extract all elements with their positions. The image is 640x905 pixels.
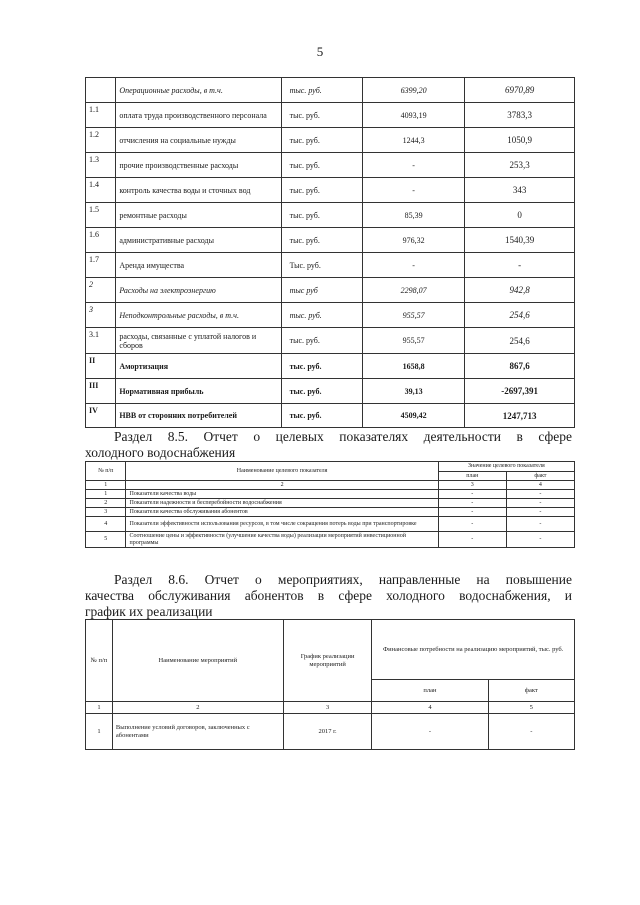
row-name: Нормативная прибыль <box>116 379 281 404</box>
row-fact-value: - <box>506 532 574 548</box>
row-fact-value: 1540,39 <box>465 228 575 253</box>
row-unit: тыс. руб. <box>281 103 362 128</box>
row-fact-value: -2697,391 <box>465 379 575 404</box>
row-unit: тыс. руб. <box>281 78 362 103</box>
row-number: 2 <box>86 499 126 508</box>
row-measure-name: Выполнение условий договоров, заключенных с абонентами <box>112 714 283 750</box>
row-name: прочие производственные расходы <box>116 153 281 178</box>
row-number: 2 <box>86 278 116 303</box>
row-unit: тыс. руб. <box>281 354 362 379</box>
table-row <box>86 128 575 153</box>
row-fact-value: 343 <box>465 178 575 203</box>
row-number: 1.2 <box>86 128 116 153</box>
row-number: 1 <box>86 490 126 499</box>
column-number: 5 <box>488 702 574 714</box>
row-name: Расходы на электроэнергию <box>116 278 281 303</box>
row-indicator-name: Показатели качества воды <box>126 490 438 499</box>
row-unit: тыс. руб. <box>281 203 362 228</box>
target-indicators-table <box>85 461 575 548</box>
header-schedule: График реализации мероприятий <box>283 620 372 702</box>
row-fact-value: 253,3 <box>465 153 575 178</box>
header-measure-name: Наименование мероприятий <box>112 620 283 702</box>
header-plan: план <box>438 472 506 481</box>
row-number: 1.7 <box>86 253 116 278</box>
row-schedule: 2017 г. <box>283 714 372 750</box>
row-number: 1.1 <box>86 103 116 128</box>
table-row <box>86 328 575 354</box>
row-name: оплата труда производственного персонала <box>116 103 281 128</box>
row-indicator-name: Показатели надежности и бесперебойности водоснабжения <box>126 499 438 508</box>
row-plan-value: 1658,8 <box>362 354 464 379</box>
table-row <box>86 379 575 404</box>
row-name: Неподконтрольные расходы, в т.ч. <box>116 303 281 328</box>
row-number: 1.6 <box>86 228 116 253</box>
row-plan-value: 1244,3 <box>362 128 464 153</box>
row-number: 1.5 <box>86 203 116 228</box>
row-plan-value: 4509,42 <box>362 404 464 428</box>
row-fact-value: - <box>506 490 574 499</box>
table-row <box>86 508 575 517</box>
section-8-5-heading: Раздел 8.5. Отчет о целевых показателях деятельности в сфере <box>114 429 572 444</box>
column-number: 3 <box>438 481 506 490</box>
column-number: 1 <box>86 481 126 490</box>
table-row <box>86 499 575 508</box>
row-number: 4 <box>86 517 126 532</box>
row-number: III <box>86 379 116 404</box>
row-name: отчисления на социальные нужды <box>116 128 281 153</box>
row-fact-value: 3783,3 <box>465 103 575 128</box>
row-number: 3.1 <box>86 328 116 354</box>
row-plan-value: - <box>438 517 506 532</box>
row-fact-value: 0 <box>465 203 575 228</box>
row-plan-value: - <box>438 499 506 508</box>
table-row <box>86 278 575 303</box>
row-fact-value: - <box>488 714 574 750</box>
row-unit: тыс. руб. <box>281 404 362 428</box>
row-number: IV <box>86 404 116 428</box>
row-fact-value: - <box>506 517 574 532</box>
row-name: Амортизация <box>116 354 281 379</box>
row-fact-value: 254,6 <box>465 328 575 354</box>
row-number: II <box>86 354 116 379</box>
column-number: 3 <box>283 702 372 714</box>
table-row <box>86 103 575 128</box>
header-fact: факт <box>488 680 574 702</box>
row-name: контроль качества воды и сточных вод <box>116 178 281 203</box>
row-plan-value: 2298,07 <box>362 278 464 303</box>
row-fact-value: - <box>465 253 575 278</box>
measures-table <box>85 619 575 750</box>
row-name: ремонтные расходы <box>116 203 281 228</box>
row-plan-value: - <box>438 508 506 517</box>
table-row <box>86 78 575 103</box>
row-unit: тыс руб <box>281 278 362 303</box>
column-number: 2 <box>112 702 283 714</box>
row-name: НВВ от сторонних потребителей <box>116 404 281 428</box>
table-row <box>86 714 575 750</box>
section-8-6-heading-cont2: график их реализации <box>85 604 213 619</box>
header-financial-needs: Финансовые потребности на реализацию мероприятий, тыс. руб. <box>372 620 575 680</box>
row-fact-value: 1050,9 <box>465 128 575 153</box>
header-fact: факт <box>506 472 574 481</box>
row-number: 3 <box>86 303 116 328</box>
row-number: 1.3 <box>86 153 116 178</box>
row-indicator-name: Показатели эффективности использования ресурсов, в том числе сокращения потерь воды при транспортировке <box>126 517 438 532</box>
table-row <box>86 178 575 203</box>
row-fact-value: 1247,713 <box>465 404 575 428</box>
row-number: 3 <box>86 508 126 517</box>
column-number: 2 <box>126 481 438 490</box>
table-row <box>86 490 575 499</box>
row-plan-value: 4093,19 <box>362 103 464 128</box>
row-plan-value: - <box>362 153 464 178</box>
row-plan-value: 85,39 <box>362 203 464 228</box>
row-plan-value: 976,32 <box>362 228 464 253</box>
row-fact-value: 942,8 <box>465 278 575 303</box>
section-8-6-heading: Раздел 8.6. Отчет о мероприятиях, направленные на повышение <box>114 572 572 587</box>
row-unit: тыс. руб. <box>281 153 362 178</box>
table-row <box>86 153 575 178</box>
row-plan-value: 39,13 <box>362 379 464 404</box>
row-unit: тыс. руб. <box>281 303 362 328</box>
row-unit: тыс. руб. <box>281 178 362 203</box>
row-plan-value: - <box>438 532 506 548</box>
section-8-6-heading-cont: качества обслуживания абонентов в сфере холодного водоснабжения, и <box>85 588 572 603</box>
row-unit: тыс. руб. <box>281 228 362 253</box>
row-unit: Тыс. руб. <box>281 253 362 278</box>
row-name: Аренда имущества <box>116 253 281 278</box>
row-fact-value: 6970,89 <box>465 78 575 103</box>
header-indicator-value: Значение целевого показателя <box>438 462 574 472</box>
row-plan-value: - <box>362 253 464 278</box>
row-indicator-name: Показатели качества обслуживания абонентов <box>126 508 438 517</box>
table-row <box>86 532 575 548</box>
column-number: 4 <box>372 702 488 714</box>
row-indicator-name: Соотношение цены и эффективности (улучшение качества воды) реализации мероприятий инвестиционной программы <box>126 532 438 548</box>
table-row <box>86 228 575 253</box>
section-8-5-heading-cont: холодного водоснабжения <box>85 445 236 460</box>
column-number: 4 <box>506 481 574 490</box>
table-row <box>86 404 575 428</box>
column-number: 1 <box>86 702 113 714</box>
row-number: 1.4 <box>86 178 116 203</box>
row-number: 5 <box>86 532 126 548</box>
row-plan-value: - <box>372 714 488 750</box>
row-fact-value: 254,6 <box>465 303 575 328</box>
header-num: № п/п <box>86 462 126 481</box>
header-num: № п/п <box>86 620 113 702</box>
row-number: 1 <box>86 714 113 750</box>
row-unit: тыс. руб. <box>281 128 362 153</box>
row-unit: тыс. руб. <box>281 328 362 354</box>
row-plan-value: 955,57 <box>362 303 464 328</box>
row-plan-value: 6399,20 <box>362 78 464 103</box>
table-row <box>86 203 575 228</box>
table-row <box>86 253 575 278</box>
header-indicator-name: Наименование целевого показателя <box>126 462 438 481</box>
row-plan-value: 955,57 <box>362 328 464 354</box>
row-fact-value: - <box>506 499 574 508</box>
row-fact-value: 867,6 <box>465 354 575 379</box>
table-row <box>86 303 575 328</box>
row-name: административные расходы <box>116 228 281 253</box>
page-number: 5 <box>316 44 324 59</box>
row-plan-value: - <box>362 178 464 203</box>
table-row <box>86 517 575 532</box>
row-unit: тыс. руб. <box>281 379 362 404</box>
row-fact-value: - <box>506 508 574 517</box>
costs-table <box>85 77 575 428</box>
row-name: расходы, связанные с уплатой налогов и сборов <box>116 328 281 354</box>
row-plan-value: - <box>438 490 506 499</box>
table-row <box>86 354 575 379</box>
header-plan: план <box>372 680 488 702</box>
row-name: Операционные расходы, в т.ч. <box>116 78 281 103</box>
row-number <box>86 78 116 103</box>
